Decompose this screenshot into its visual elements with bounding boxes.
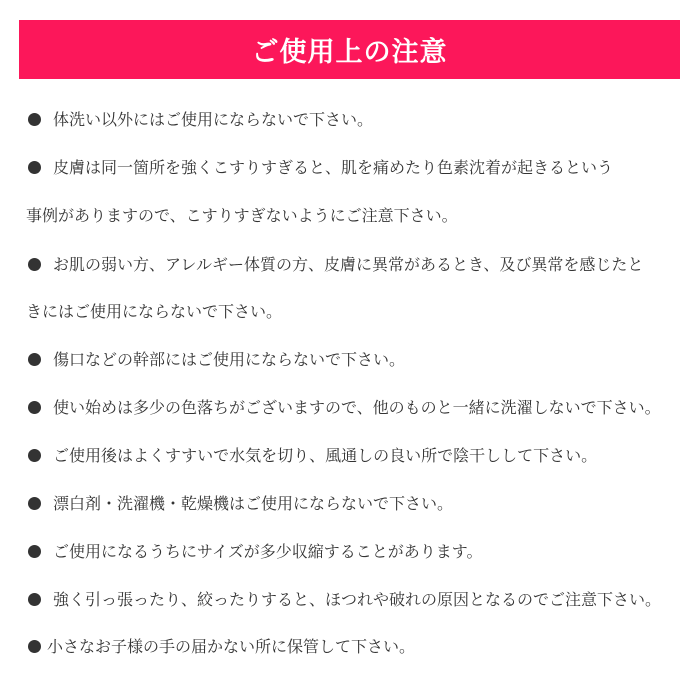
bullet-icon: [28, 545, 41, 558]
note-item: [26, 398, 661, 418]
bullet-icon: [28, 353, 41, 366]
note-text: 小さなお子様の手の届かない所に保管して下さい。: [47, 637, 416, 656]
note-text: 傷口などの幹部にはご使用にならないで下さい。: [53, 350, 406, 369]
note-text: ご使用後はよくすすいで水気を切り、風通しの良い所で陰干しして下さい。: [53, 446, 598, 465]
note-text: 漂白剤・洗濯機・乾燥機はご使用にならないで下さい。: [53, 494, 454, 513]
bullet-icon: [28, 640, 41, 653]
note-item: [26, 255, 643, 275]
page-title: ご使用上の注意: [251, 37, 448, 68]
note-item: [26, 446, 597, 466]
note-item: [26, 542, 482, 562]
note-item: [26, 590, 661, 610]
bullet-icon: [28, 593, 41, 606]
bullet-icon: [28, 401, 41, 414]
note-text: ご使用になるうちにサイズが多少収縮することがあります。: [53, 542, 483, 561]
note-item: [26, 158, 613, 178]
bullet-icon: [28, 497, 41, 510]
bullet-icon: [28, 258, 41, 271]
header-band: [19, 20, 680, 79]
note-text: 事例がありますので、こすりすぎないようにご注意下さい。: [26, 206, 458, 225]
note-text: お肌の弱い方、アレルギー体質の方、皮膚に異常があるとき、及び異常を感じたと: [53, 255, 644, 274]
note-item: [26, 494, 453, 514]
note-item: [26, 350, 405, 370]
note-item: [26, 637, 415, 657]
note-item: [26, 110, 373, 130]
note-text: 体洗い以外にはご使用にならないで下さい。: [53, 110, 374, 129]
bullet-icon: [28, 161, 41, 174]
note-text: 強く引っ張ったり、絞ったりすると、ほつれや破れの原因となるのでご注意下さい。: [53, 590, 662, 609]
note-continuation: [26, 302, 282, 322]
note-continuation: [26, 206, 458, 226]
note-text: 皮膚は同一箇所を強くこすりすぎると、肌を痛めたり色素沈着が起きるという: [53, 158, 614, 177]
bullet-icon: [28, 113, 41, 126]
note-text: きにはご使用にならないで下さい。: [26, 302, 283, 321]
bullet-icon: [28, 449, 41, 462]
note-text: 使い始めは多少の色落ちがございますので、他のものと一緒に洗濯しないで下さい。: [53, 398, 661, 417]
